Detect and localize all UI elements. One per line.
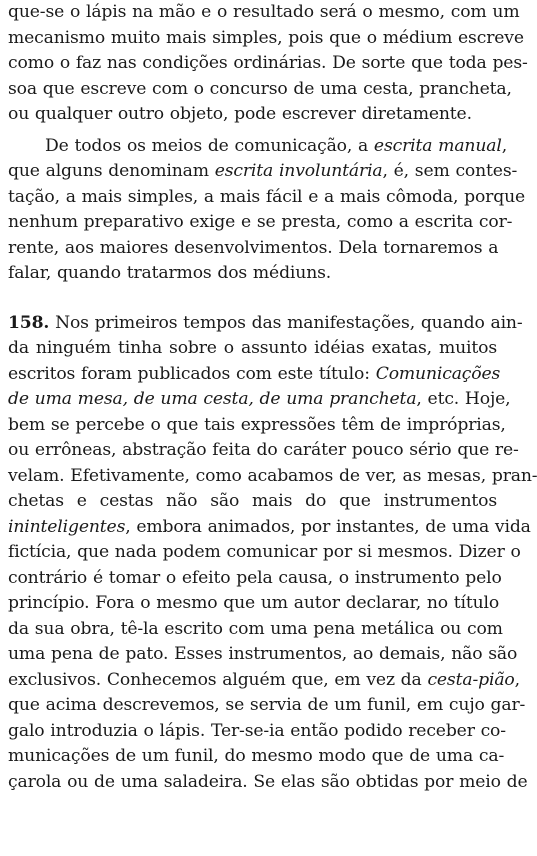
text-line: princípio. Fora o mesmo que um autor declarar, no título [8,593,500,613]
text-line: çarola ou de uma saladeira. Se elas são obtidas por meio de [8,771,528,792]
text-line [8,159,518,185]
italic-term: Comunicações [375,363,501,384]
text-line: velam. Efetivamente, como acabamos de ver, as mesas, pran- [8,465,537,486]
text-line: falar, quando tratarmos dos médiuns. [8,263,332,283]
text-line: tação, a mais simples, a mais fácil e a mais cômoda, porque [8,186,526,207]
italic-term: escrita involuntária [214,161,383,181]
italic-term: escrita manual [373,135,502,156]
text-line: contrário é tomar o efeito pela causa, o instrumento pelo [8,567,502,588]
paragraph-2 [8,134,526,287]
text-line [8,387,511,413]
text-line: da sua obra, tê-la escrito com uma pena metálica ou com [8,618,503,639]
text-line: como o faz nas condições ordinárias. De sorte que toda pes- [8,53,528,73]
text-line: ou qualquer outro objeto, pode escrever diretamente. [8,104,472,124]
italic-term: ininteligentes [8,516,126,537]
text-line: bem se percebe o que tais expressões têm de impróprias, [8,414,506,435]
text-segment: , etc. Hoje, [416,389,511,409]
text-line: da ninguém tinha sobre o assunto idéias exatas, muitos [8,338,497,358]
text-line: uma pena de pato. Esses instrumentos, ao demais, não são [8,644,518,664]
text-line [8,134,508,160]
italic-term: de uma mesa, de uma cesta, de uma prancheta [8,389,417,409]
text-segment: que alguns denominam [8,161,215,181]
text-line: galo introduzia o lápis. Ter-se-ia então podido receber co- [8,720,506,741]
text-segment: , é, sem contes- [382,161,518,181]
text-segment: Nos primeiros tempos das manifestações, quando ain- [49,312,523,333]
paragraph-3 [8,311,537,796]
italic-term: cesta-pião [427,669,515,690]
text-line [8,311,523,337]
text-segment: , [514,669,520,690]
text-segment: , embora animados, por instantes, de uma vida [125,516,531,537]
text-line: municações de um funil, do mesmo modo que de uma ca- [8,746,505,766]
text-line: ou errôneas, abstração feita do caráter pouco sério que re- [8,440,519,460]
book-page [8,0,537,795]
text-line: rente, aos maiores desenvolvimentos. Dela tornaremos a [8,237,499,258]
text-line [8,668,520,694]
text-line [8,362,501,388]
text-line [8,515,531,541]
text-segment: exclusivos. Conhecemos alguém que, em vez da [8,669,428,690]
text-line: fictícia, que nada podem comunicar por si mesmos. Dizer o [8,542,521,562]
text-segment: , [501,135,508,156]
text-segment: De todos os meios de comunicação, a [45,135,374,156]
section-number: 158. [8,312,50,333]
text-line: nenhum preparativo exige e se presta, como a escrita cor- [8,212,513,232]
text-line: que acima descrevemos, se servia de um funil, em cujo gar- [8,695,526,715]
paragraph-1 [8,0,528,128]
text-line: soa que escreve com o concurso de uma cesta, prancheta, [8,78,512,99]
text-line: mecanismo muito mais simples, pois que o médium escreve [8,27,524,48]
text-segment: escritos foram publicados com este título: [8,363,376,384]
text-line: chetas e cestas não são mais do que instrumentos [8,491,497,511]
text-line: que-se o lápis na mão e o resultado será o mesmo, com um [8,2,520,22]
